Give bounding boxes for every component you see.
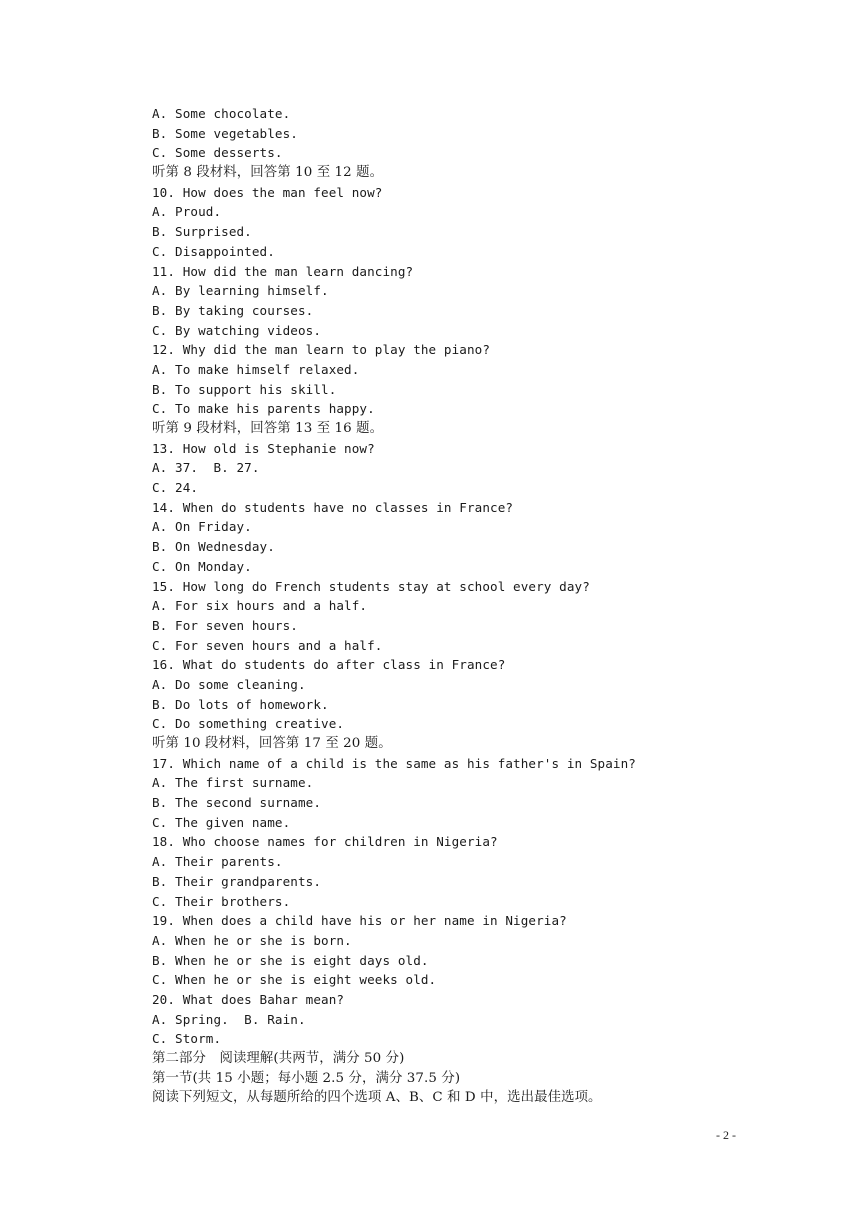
text-line: A. For six hours and a half.	[152, 598, 368, 614]
text-line: 15. How long do French students stay at school every day?	[152, 578, 590, 594]
text-line: 第二部分 阅读理解(共两节，满分 50 分)	[152, 1051, 405, 1066]
text-line: A. 37. B. 27.	[152, 460, 260, 476]
text-line: 听第 9 段材料，回答第 13 至 16 题。	[152, 421, 384, 436]
text-line: B. Do lots of homework.	[152, 696, 329, 712]
text-line: B. Surprised.	[152, 224, 252, 240]
text-line: A. Do some cleaning.	[152, 676, 306, 692]
text-line: B. The second surname.	[152, 795, 322, 811]
text-line: C. To make his parents happy.	[152, 401, 375, 417]
text-line: C. 24.	[152, 480, 199, 496]
text-line: A. On Friday.	[152, 519, 252, 535]
text-line: C. For seven hours and a half.	[152, 637, 383, 653]
page-number: - 2 -	[716, 1128, 736, 1142]
text-line: C. Some desserts.	[152, 145, 283, 161]
text-line: C. On Monday.	[152, 558, 252, 574]
text-line: A. By learning himself.	[152, 283, 329, 299]
text-line: 阅读下列短文，从每题所给的四个选项 A、B、C 和 D 中，选出最佳选项。	[152, 1090, 602, 1106]
text-line: 19. When does a child have his or her name in Nigeria?	[152, 913, 567, 929]
text-line: A. Their parents.	[152, 854, 283, 870]
text-line: B. On Wednesday.	[152, 539, 275, 555]
text-line: A. Spring. B. Rain.	[152, 1011, 306, 1027]
text-line: B. By taking courses.	[152, 302, 314, 318]
text-line: 听第 8 段材料，回答第 10 至 12 题。	[152, 165, 384, 181]
text-line: 18. Who choose names for children in Nigeria?	[152, 834, 498, 850]
text-line: 11. How did the man learn dancing?	[152, 263, 414, 279]
text-line: C. By watching videos.	[152, 322, 322, 338]
text-line: B. To support his skill.	[152, 381, 337, 397]
text-line: 第一节(共 15 小题；每小题 2.5 分，满分 37.5 分)	[152, 1070, 461, 1086]
document-body	[152, 104, 752, 1108]
text-line: C. Do something creative.	[152, 716, 345, 732]
text-line: 听第 10 段材料，回答第 17 至 20 题。	[152, 736, 392, 751]
text-line: C. When he or she is eight weeks old.	[152, 972, 437, 988]
text-line: B. Some vegetables.	[152, 125, 298, 141]
text-line: A. When he or she is born.	[152, 932, 352, 948]
text-line: A. Proud.	[152, 204, 222, 220]
text-line: B. For seven hours.	[152, 617, 298, 633]
text-line: 12. Why did the man learn to play the piano?	[152, 342, 491, 358]
text-line: 17. Which name of a child is the same as his father's in Spain?	[152, 755, 636, 771]
text-line: B. Their grandparents.	[152, 873, 322, 889]
text-line: 20. What does Bahar mean?	[152, 991, 345, 1007]
text-line: C. Storm.	[152, 1031, 222, 1047]
text-line: 10. How does the man feel now?	[152, 184, 383, 200]
text-line: A. Some chocolate.	[152, 106, 291, 121]
text-line: B. When he or she is eight days old.	[152, 952, 429, 968]
text-line: C. The given name.	[152, 814, 291, 830]
text-line: C. Their brothers.	[152, 893, 291, 909]
text-line: A. The first surname.	[152, 775, 314, 791]
text-line: 14. When do students have no classes in France?	[152, 499, 514, 515]
text-line: 13. How old is Stephanie now?	[152, 440, 375, 456]
text-line: 16. What do students do after class in France?	[152, 657, 506, 673]
text-line: C. Disappointed.	[152, 243, 275, 259]
text-line: A. To make himself relaxed.	[152, 361, 360, 377]
